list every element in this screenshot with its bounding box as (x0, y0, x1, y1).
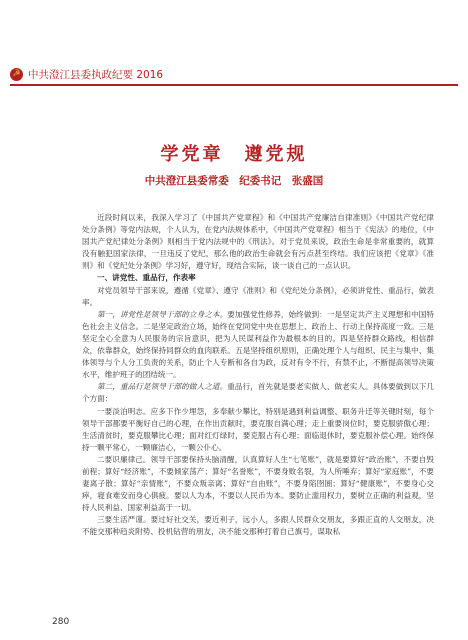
page-number: 280 (52, 617, 70, 627)
body-paragraph: 一要淡泊明志。应多下作少埋怨，多奉献少攀比，特别是遇到利益调整、职务升迁等关键时刻，每个领导干部都要平衡好自己的心理，在作出贡献时，要克服自满心理；走上重要岗位时，要克服骄傲心理；生活清贫时，要克服攀比心理；面对红灯绿时，要克服占有心理；面临退休时，要克服补偿心理。始终保持一颗平常心，一颗廉洁心，一颗公仆心。 (82, 406, 434, 452)
body-paragraph: 二要识廉律己。领导干部要保持头脑清醒，认真算好人生“七笔账”，就是要算好“政治账”，不要自毁前程；算好“经济账”，不要倾家荡产；算好“名誉账”，不要身败名裂，为人所唾弃；算好“家庭账”，不要妻离子散；算好“亲情账”，不要众叛亲离；算好“自由账”，不要身陷囹圄；算好“健康账”，不要身心交瘁，寝食难安而身心俱疲。要以人为本，不要以人民币为本。要防止滥用权力，要树立正确的利益观，坚持人民利益、国家利益高于一切。 (82, 454, 434, 513)
section-heading: 一、讲党性、重品行，作表率 (97, 273, 196, 283)
body-paragraph: 近段时间以来，我深入学习了《中国共产党章程》和《中国共产党廉洁自律准则》《中国共产党纪律处分条例》等党内法规，个人认为，在党内法规体系中，《中国共产党章程》相当于《宪法》的地位，《中国共产党纪律处分条例》则相当于党内法规中的《刑法》。对于党员来说，政治生命是非常重要的，就算没有触犯国家法律，一旦违反了党纪，那么他的政治生命就会有污点甚至终结。我们应该把《党章》《准则》和《党纪处分条例》学习好，遵守好，现结合实际，谈一谈自己的一点认识。 (82, 213, 434, 271)
body-paragraph: 三要生活严谨。要过好社交关，要近利子，远小人，多跟人民群众交朋友，多跟正直的人交朋友，决不能交那种趋炎附势、投机钻营的朋友，决不能交那种打着自己旗号，谋取私 (82, 515, 434, 537)
article-title: 学党章 遵党规 (160, 144, 308, 165)
article-body (82, 212, 434, 539)
party-emblem-icon: ☭ (10, 68, 23, 81)
body-paragraph: 对党员领导干部来说，遵循《党章》、遵守《准则》和《党纪处分条例》，必须讲党性、重品行，做表率。 (82, 285, 434, 307)
header-rule (10, 84, 458, 86)
paragraph-lead: 第二，重品行是领导干部的做人之道。 (97, 382, 228, 392)
paragraph-text: 要加强党性修养，始终做到：一是坚定共产主义理想和中国特色社会主义信念。二是坚定政治立场，始终在党同党中央在思想上、政治上、行动上保持高度一致。三是坚定全心全意为人民服务的宗旨意识，把为人民谋利益作为最根本的目的。四是坚持群众路线，相信群众，依靠群众，始终保持同群众的血肉联系。五是坚持组织原则，正确处理个人与组织、民主与集中、集体领导与个人分工负责的关系，防止个人专断和各自为政，反对有令不行，有禁不止，不断提高领导决策水平，维护班子的团结统一。 (82, 309, 435, 380)
page-header (10, 66, 458, 82)
article-byline: 中共澄江县委常委 纪委书记 张盛国 (144, 175, 324, 187)
body-paragraph (82, 381, 434, 405)
body-paragraph (82, 309, 434, 382)
header-title: 中共澄江县委执政纪要 2016 (28, 68, 164, 81)
paragraph-lead: 第一，讲党性是领导干部的立身之本。 (97, 309, 228, 319)
paragraph-text: 重品行，首先就是要老实做人、做老实人。具体要做到以下几个方面： (82, 382, 435, 404)
